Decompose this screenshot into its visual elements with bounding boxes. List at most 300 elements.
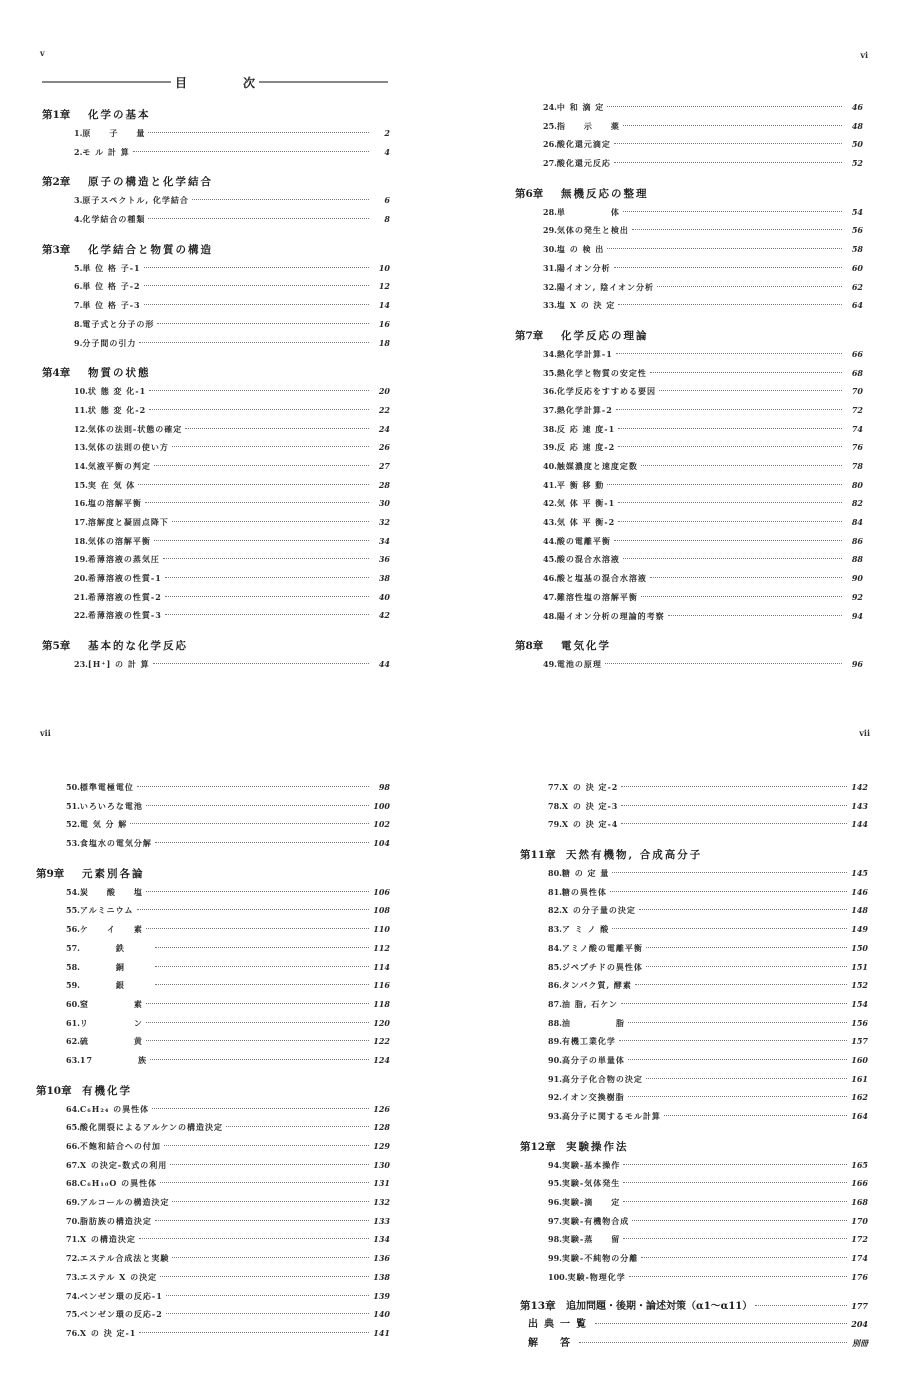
entry-label: 単 位 格 子-2 [82, 281, 141, 292]
toc-entry[interactable] [520, 1070, 868, 1089]
entry-label: 鉄 [79, 942, 152, 953]
entry-number: 41. [543, 479, 557, 490]
toc-entry[interactable] [520, 1193, 868, 1212]
toc-entry[interactable] [515, 364, 863, 383]
entry-number: 93. [548, 1111, 562, 1121]
entry-page: 64 [851, 300, 863, 311]
toc-entry[interactable] [515, 259, 863, 278]
toc-entry[interactable] [520, 815, 868, 834]
entry-page: 134 [373, 1234, 390, 1245]
toc-final-entry[interactable] [520, 1315, 868, 1334]
dot-leader [166, 1295, 369, 1296]
dot-leader [170, 1164, 369, 1165]
chapter-heading [42, 637, 390, 655]
toc-entry[interactable] [42, 420, 390, 439]
entry-label: 塩 X の 決 定 [556, 300, 616, 311]
entry-label: 糖の異性体 [561, 886, 607, 897]
entry-number: 70. [66, 1215, 80, 1226]
entry-number: 47. [543, 591, 557, 602]
dot-leader [618, 521, 842, 522]
toc-entry[interactable] [36, 1032, 390, 1051]
entry-label: 溶解度と凝固点降下 [87, 517, 169, 527]
entry-page: 149 [851, 924, 868, 935]
entry-page: 102 [373, 819, 390, 830]
entry-page: 40 [378, 591, 390, 602]
entry-label: 糖 の 定 量 [561, 868, 610, 879]
toc-entry[interactable] [36, 1324, 390, 1343]
entry-number: 62. [66, 1036, 80, 1047]
toc-entry[interactable] [42, 476, 390, 495]
entry-number: 82. [548, 905, 562, 916]
dot-leader [618, 428, 842, 429]
toc-entry[interactable] [515, 278, 863, 297]
toc-entry[interactable] [520, 920, 868, 939]
entry-page: 30 [378, 498, 390, 509]
entry-label: 実 在 気 体 [87, 479, 136, 490]
dot-leader [623, 125, 842, 126]
entry-page: 168 [851, 1197, 868, 1208]
dot-leader [145, 502, 369, 503]
entry-label: 気体の溶解平衡 [87, 535, 151, 546]
toc-entry[interactable] [520, 976, 868, 995]
toc-entry[interactable] [36, 1118, 390, 1137]
toc-entry[interactable] [42, 569, 390, 588]
toc-list [520, 778, 868, 1353]
entry-label: 触媒濃度と速度定数 [556, 461, 638, 471]
entry-page: 80 [851, 479, 863, 490]
dot-leader [632, 229, 842, 230]
entry-label: 状 態 変 化-2 [87, 404, 147, 415]
entry-label: 希薄溶液の性質-2 [87, 591, 162, 602]
entry-number: 74. [66, 1290, 80, 1301]
toc-entry[interactable] [42, 401, 390, 420]
page-folio: v [40, 48, 45, 58]
dot-leader [172, 446, 369, 447]
dot-leader [148, 218, 369, 219]
dot-leader [164, 1145, 369, 1146]
toc-entry[interactable] [36, 976, 390, 995]
entry-page: 50 [851, 139, 863, 150]
toc-entry[interactable] [515, 532, 863, 551]
entry-number: 71. [66, 1234, 80, 1245]
toc-entry[interactable] [42, 513, 390, 532]
entry-page: 28 [378, 479, 390, 490]
entry-label: 状 態 変 化-1 [87, 386, 147, 397]
toc-entry[interactable] [42, 606, 390, 625]
entry-label: 反 応 速 度-1 [556, 423, 616, 434]
entry-label: 油 脂 [561, 1017, 625, 1028]
entry-page: 166 [851, 1178, 868, 1189]
toc-entry[interactable] [42, 382, 390, 401]
toc-entry[interactable] [515, 457, 863, 476]
entry-number: 61. [66, 1017, 80, 1028]
entry-number: 16. [74, 498, 88, 509]
toc-entry[interactable] [36, 920, 390, 939]
toc-entry[interactable] [36, 834, 390, 853]
toc-entry[interactable] [520, 778, 868, 797]
dot-leader [659, 390, 842, 391]
toc-entry[interactable] [520, 1014, 868, 1033]
toc-entry[interactable] [520, 1088, 868, 1107]
toc-entry[interactable] [36, 1212, 390, 1231]
entry-number: 78. [548, 800, 562, 811]
toc-entry[interactable] [515, 135, 863, 154]
toc-entry[interactable] [42, 588, 390, 607]
toc-entry[interactable] [520, 1268, 868, 1287]
toc-entry[interactable] [36, 995, 390, 1014]
dot-leader [144, 304, 369, 305]
toc-entry[interactable] [42, 143, 390, 162]
toc-entry[interactable] [520, 1174, 868, 1193]
dot-leader [668, 615, 842, 616]
dot-leader [165, 596, 369, 597]
entry-number: 75. [66, 1309, 80, 1320]
chapter-title: 無機反応の整理 [561, 187, 649, 200]
entry-number: 22. [74, 610, 88, 621]
toc-entry[interactable] [520, 1249, 868, 1268]
entry-page: 6 [384, 195, 390, 206]
entry-page: 114 [373, 961, 390, 972]
dot-leader [618, 502, 842, 503]
dot-leader [623, 211, 842, 212]
entry-number: 72. [66, 1253, 80, 1264]
entry-label: 高分子化合物の決定 [561, 1073, 643, 1084]
toc-entry[interactable] [36, 797, 390, 816]
toc-entry[interactable] [515, 221, 863, 240]
dot-leader [641, 1257, 847, 1258]
toc-entry[interactable] [36, 778, 390, 797]
toc-entry[interactable] [515, 240, 863, 259]
dot-leader [144, 285, 369, 286]
toc-entry[interactable] [515, 476, 863, 495]
entry-label: 脂肪族の構造決定 [79, 1215, 152, 1226]
entry-label: 化学結合の種類 [82, 214, 146, 225]
chapter-title: 有機化学 [82, 1084, 132, 1097]
chapter-title: 元素別各論 [82, 867, 145, 880]
entry-page: 143 [851, 800, 868, 811]
toc-heading-char-1: 目 [174, 75, 187, 90]
toc-entry[interactable] [515, 607, 863, 626]
entry-page: 4 [384, 146, 390, 157]
toc-entry[interactable] [42, 655, 390, 674]
entry-number: 55. [66, 905, 80, 916]
entry-number: 97. [548, 1215, 562, 1226]
entry-number: 54. [66, 886, 80, 897]
toc-entry[interactable] [36, 1305, 390, 1324]
toc-entry[interactable] [515, 438, 863, 457]
entry-number: 30. [543, 244, 557, 255]
entry-page: 156 [851, 1017, 868, 1028]
toc-entry[interactable] [520, 1212, 868, 1231]
entry-page: 152 [851, 980, 868, 991]
toc-entry[interactable] [515, 588, 863, 607]
entry-label: 追加問題・後期・論述対策（α1～α11） [566, 1300, 753, 1312]
toc-list [42, 106, 390, 674]
entry-page: 132 [373, 1197, 390, 1208]
entry-page: 10 [378, 262, 390, 273]
entry-label: 原 子 量 [82, 128, 146, 138]
entry-label: 希薄溶液の蒸気圧 [87, 554, 160, 565]
entry-label: エステル合成法と実験 [79, 1253, 170, 1264]
entry-page: 164 [851, 1111, 868, 1121]
toc-entry[interactable] [515, 345, 863, 364]
toc-entry[interactable] [520, 1156, 868, 1175]
dot-leader [646, 947, 847, 948]
toc-entry[interactable] [520, 1230, 868, 1249]
entry-page: 92 [851, 591, 863, 602]
entry-number: 12. [74, 423, 88, 434]
toc-entry[interactable] [515, 117, 863, 136]
toc-entry[interactable] [520, 958, 868, 977]
entry-number: 58. [66, 961, 80, 972]
toc-entry[interactable] [36, 1230, 390, 1249]
entry-number: 81. [548, 886, 562, 897]
entry-label: 出典一覧 [528, 1319, 592, 1331]
dot-leader [614, 162, 842, 163]
entry-label: X の 決 定-1 [79, 1327, 137, 1338]
toc-entry[interactable] [36, 939, 390, 958]
entry-page: 58 [851, 244, 863, 255]
toc-entry[interactable] [515, 513, 863, 532]
dot-leader [155, 966, 369, 967]
entry-label: 難溶性塩の溶解平衡 [556, 591, 638, 602]
dot-leader [607, 248, 842, 249]
entry-page: 54 [851, 206, 863, 217]
entry-page: 68 [851, 367, 863, 378]
entry-label: 熱化学計算-1 [556, 348, 613, 359]
toc-entry[interactable] [36, 1174, 390, 1193]
entry-page: 27 [378, 460, 390, 471]
dot-leader [641, 465, 842, 466]
chapter-number: 第9章 [36, 867, 65, 880]
entry-number: 73. [66, 1271, 80, 1282]
chapter-number: 第3章 [42, 243, 71, 256]
entry-number: 2. [74, 146, 83, 157]
toc-entry[interactable] [42, 191, 390, 210]
toc-entry[interactable] [515, 494, 863, 513]
toc-entry[interactable] [42, 532, 390, 551]
dot-leader [646, 966, 847, 967]
entry-label: 塩 の 検 出 [556, 244, 605, 255]
dot-leader [150, 1059, 369, 1060]
entry-page: 160 [851, 1054, 868, 1065]
chapter-title: 実験操作法 [566, 1140, 629, 1153]
toc-entry[interactable] [520, 1107, 868, 1126]
entry-number: 85. [548, 961, 562, 972]
dot-leader [632, 1220, 847, 1221]
entry-page: 34 [378, 535, 390, 546]
toc-entry[interactable] [42, 550, 390, 569]
toc-entry[interactable] [515, 203, 863, 222]
toc-entry[interactable] [515, 420, 863, 439]
toc-entry[interactable] [515, 382, 863, 401]
toc-entry[interactable] [515, 655, 863, 674]
entry-label: 実験-蒸 留 [561, 1234, 621, 1245]
entry-number: 24. [543, 102, 557, 112]
entry-number: 13. [74, 442, 88, 453]
toc-final-entry[interactable] [520, 1297, 868, 1316]
entry-number: 84. [548, 942, 562, 953]
entry-page: 139 [373, 1290, 390, 1301]
chapter-heading [520, 846, 868, 864]
chapter-heading [42, 173, 390, 191]
entry-page: 144 [851, 819, 868, 830]
entry-number: 42. [543, 498, 557, 509]
toc-entry[interactable] [36, 1193, 390, 1212]
dot-leader [133, 151, 369, 152]
entry-label: リ ン [79, 1017, 143, 1028]
entry-number: 23. [74, 659, 88, 670]
toc-entry[interactable] [42, 457, 390, 476]
toc-entry[interactable] [42, 124, 390, 143]
toc-entry[interactable] [36, 1268, 390, 1287]
chapter-heading [515, 327, 863, 345]
entry-label: 銅 [79, 961, 152, 972]
toc-entry[interactable] [36, 1100, 390, 1119]
dot-leader [172, 1257, 369, 1258]
entry-number: 52. [66, 819, 80, 830]
entry-page: 94 [851, 610, 863, 621]
toc-entry[interactable] [36, 901, 390, 920]
toc-entry[interactable] [520, 901, 868, 920]
chapter-number: 第1章 [42, 109, 71, 121]
chapter-number: 第8章 [515, 640, 544, 653]
toc-entry[interactable] [515, 98, 863, 117]
toc-entry[interactable] [515, 569, 863, 588]
dot-leader [146, 1003, 369, 1004]
entry-number: 95. [548, 1178, 562, 1189]
entry-page: 24 [378, 423, 390, 434]
entry-number: 34. [543, 348, 557, 359]
chapter-title: 天然有機物, 合成高分子 [566, 849, 703, 862]
entry-page: 78 [851, 461, 863, 471]
toc-entry[interactable] [36, 815, 390, 834]
toc-entry[interactable] [36, 1137, 390, 1156]
toc-final-entry[interactable] [520, 1334, 868, 1353]
entry-label: 熱化学と物質の安定性 [556, 367, 647, 378]
toc-entry[interactable] [520, 939, 868, 958]
dot-leader [155, 947, 369, 948]
entry-number: 60. [66, 998, 80, 1009]
entry-label: 酸化還元反応 [556, 158, 611, 169]
dot-leader [139, 342, 369, 343]
chapter-number: 第5章 [42, 640, 71, 653]
entry-number: 25. [543, 120, 557, 131]
toc-entry[interactable] [36, 883, 390, 902]
chapter-number: 第4章 [42, 367, 71, 380]
entry-number: 11. [74, 404, 88, 415]
heading-rule-left [42, 81, 171, 83]
entry-label: 酸の電離平衡 [556, 535, 611, 546]
entry-label: エステル X の決定 [79, 1271, 158, 1282]
toc-entry[interactable] [42, 494, 390, 513]
entry-label: タンパク質, 酵素 [561, 980, 632, 991]
toc-entry[interactable] [520, 1051, 868, 1070]
entry-number: 64. [66, 1103, 80, 1114]
entry-page: 128 [373, 1122, 390, 1133]
entry-page: 22 [378, 404, 390, 415]
toc-entry[interactable] [36, 1156, 390, 1175]
toc-entry[interactable] [42, 296, 390, 315]
entry-page: 108 [373, 905, 390, 916]
toc-entry[interactable] [36, 1051, 390, 1070]
dot-leader [160, 1276, 369, 1277]
toc-entry[interactable] [42, 334, 390, 353]
dot-leader [628, 1022, 847, 1023]
entry-number: 21. [74, 591, 88, 602]
toc-entry[interactable] [36, 958, 390, 977]
entry-label: X の構造決定 [79, 1234, 136, 1245]
chapter-title: 電気化学 [561, 640, 611, 653]
entry-page: 176 [851, 1271, 868, 1282]
chapter-title: 原子の構造と化学結合 [88, 176, 213, 189]
entry-page: 別冊 [852, 1337, 868, 1348]
entry-label: ベンゼン環の反応-2 [79, 1309, 163, 1320]
toc-entry[interactable] [515, 550, 863, 569]
toc-entry[interactable] [515, 401, 863, 420]
toc-entry[interactable] [36, 1287, 390, 1306]
toc-entry[interactable] [42, 210, 390, 229]
entry-label: 電 気 分 解 [79, 819, 128, 830]
entry-label: 単 位 格 子-3 [82, 300, 141, 311]
toc-entry[interactable] [36, 1014, 390, 1033]
toc-entry[interactable] [42, 259, 390, 278]
toc-entry[interactable] [520, 797, 868, 816]
toc-entry[interactable] [42, 438, 390, 457]
dot-leader [618, 446, 842, 447]
dot-leader [144, 267, 369, 268]
entry-page: 46 [851, 102, 863, 112]
entry-number: 80. [548, 868, 562, 879]
entry-number: 9. [74, 337, 83, 348]
entry-page: 100 [373, 800, 390, 811]
dot-leader [612, 872, 847, 873]
toc-entry[interactable] [42, 277, 390, 296]
entry-number: 15. [74, 479, 88, 490]
toc-entry[interactable] [515, 154, 863, 173]
entry-number: 1. [74, 128, 83, 138]
dot-leader [614, 143, 842, 144]
entry-page: 124 [373, 1054, 390, 1065]
entry-label: 気液平衡の判定 [87, 460, 151, 471]
toc-entry[interactable] [520, 864, 868, 883]
entry-number: 33. [543, 300, 557, 311]
dot-leader [641, 596, 842, 597]
entry-label: 気体の法則の使い方 [87, 442, 169, 453]
entry-number: 31. [543, 262, 557, 273]
entry-page: 62 [851, 281, 863, 292]
entry-label: 単 位 格 子-1 [82, 262, 141, 273]
chapter-number: 第12章 [520, 1140, 556, 1153]
toc-entry[interactable] [520, 995, 868, 1014]
entry-number: 44. [543, 535, 557, 546]
toc-entry[interactable] [515, 296, 863, 315]
entry-number: 26. [543, 139, 557, 150]
toc-entry[interactable] [36, 1249, 390, 1268]
entry-label: 実験-有機物合成 [561, 1215, 630, 1226]
toc-entry[interactable] [520, 1032, 868, 1051]
dot-leader [154, 540, 369, 541]
dot-leader [165, 577, 369, 578]
dot-leader [137, 909, 369, 910]
toc-entry[interactable] [520, 883, 868, 902]
toc-entry[interactable] [42, 315, 390, 334]
entry-page: 82 [851, 498, 863, 509]
entry-label: 油 脂, 石ケン [561, 998, 618, 1009]
chapter-heading [42, 106, 390, 124]
entry-label: 気 体 平 衡-1 [556, 498, 616, 509]
dot-leader [619, 1040, 847, 1041]
